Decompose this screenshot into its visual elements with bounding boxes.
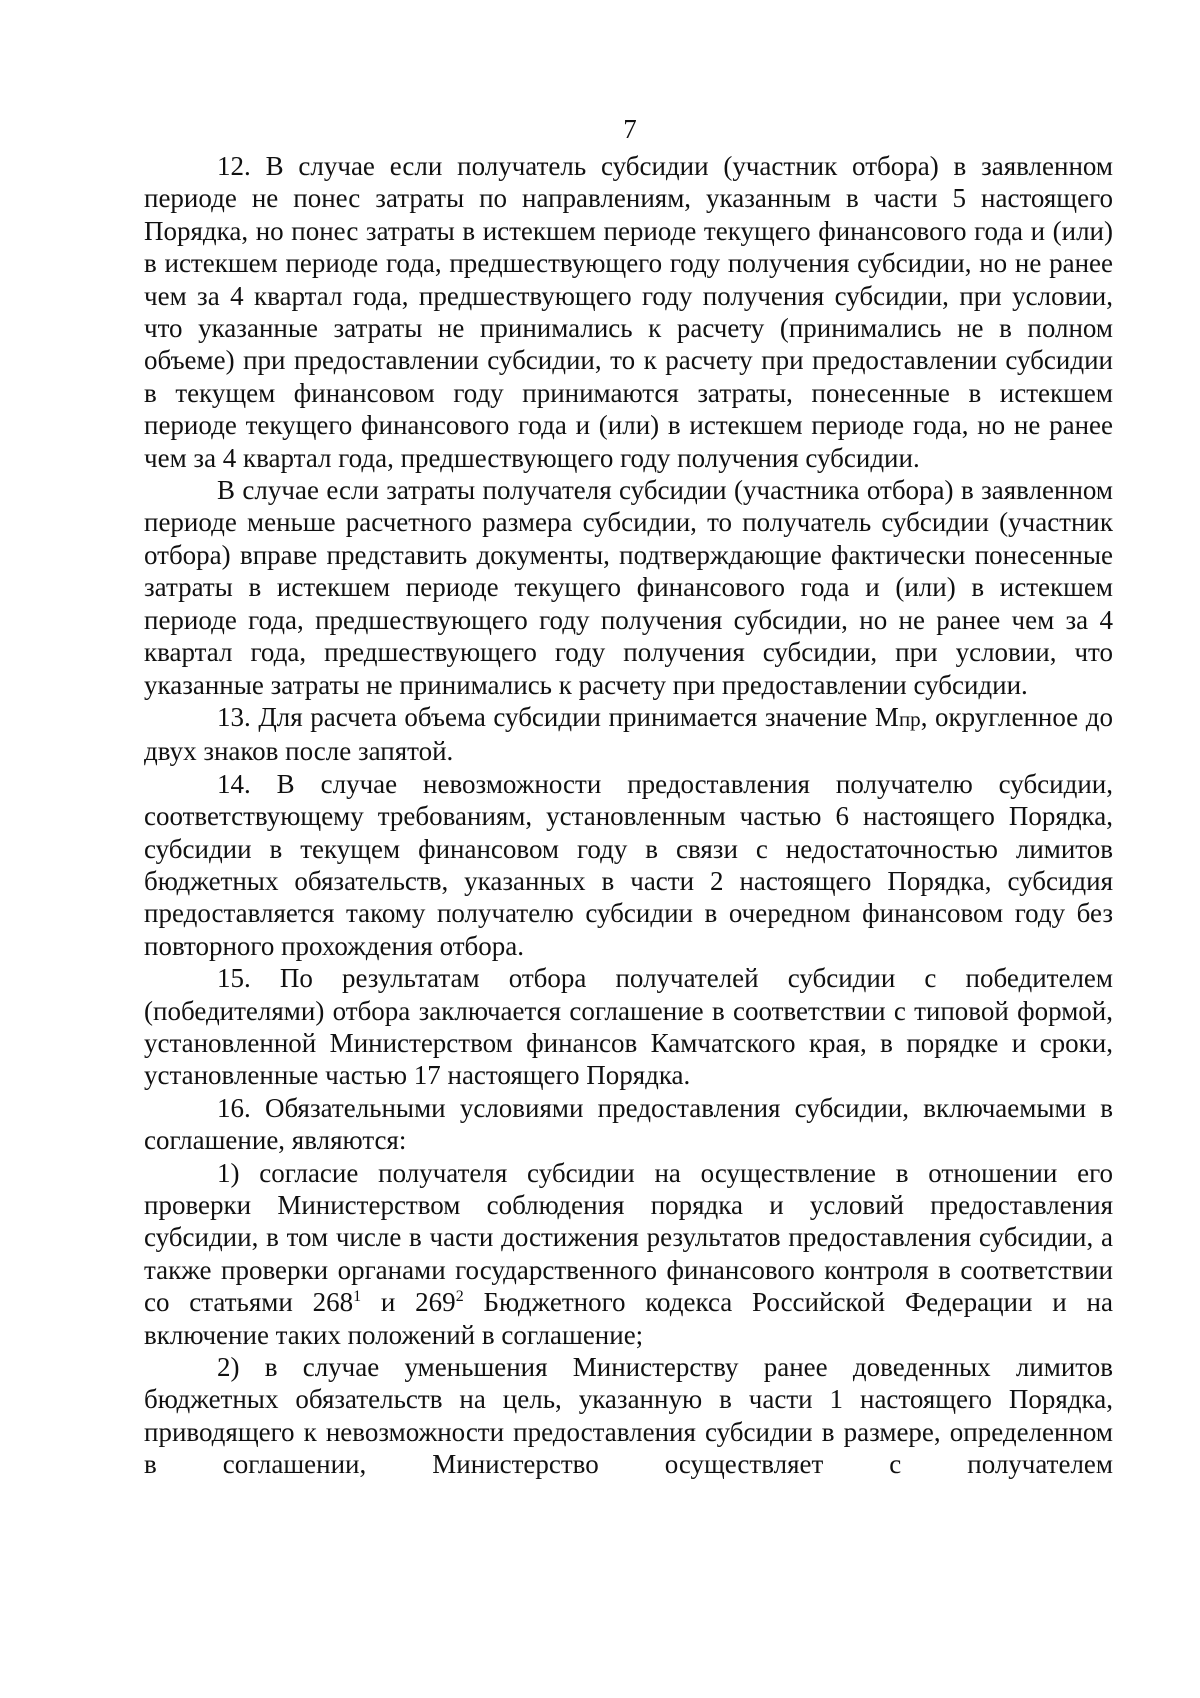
paragraph-14: 14. В случае невозможности предоставления получателю субсидии, соответствующему требованиям, установленным частью 6 настоящего Порядка, субсидии в текущем финансовом году в связи с недостаточностью лимитов бюджетных обязательств, указанных в части 2 настоящего Порядка, субсидия предоставляется такому получателю субсидии в очередном финансовом году без повторного прохождения отбора. [144, 768, 1113, 961]
document-body [144, 150, 1113, 1481]
paragraph-16: 16. Обязательными условиями предоставления субсидии, включаемыми в соглашение, являются: [144, 1092, 1113, 1156]
paragraph-13-text-start: 13. Для расчета объема субсидии принимается значение М [217, 701, 899, 732]
paragraph-13-text-end: , округленное до двух знаков после запятой. [144, 701, 1113, 767]
item-1-superscript-1: 1 [353, 1288, 362, 1306]
paragraph-12-continued: В случае если затраты получателя субсидии (участника отбора) в заявленном периоде меньше расчетного размера субсидии, то получатель субсидии (участник отбора) вправе представить документы, подтверждающие фактически понесенные затраты в истекшем периоде текущего финансового года и (или) в истекшем периоде года, предшествующего году получения субсидии, но не ранее чем за 4 квартал года, предшествующего году получения субсидии, при условии, что указанные затраты не принимались к расчету при предоставлении субсидии. [144, 475, 1113, 700]
item-1-text-middle: и 269 [361, 1287, 456, 1318]
paragraph-13 [144, 701, 1113, 768]
item-1-text-start: 1) согласие получателя субсидии на осуществление в отношении его проверки Министерством соблюдения порядка и условий предоставления субсидии, в том числе в части достижения результатов предоставления субсидии, а также проверки органами государственного финансового контроля в соответствии со статьями 268 [144, 1157, 1113, 1318]
item-1-superscript-2: 2 [455, 1288, 464, 1306]
paragraph-13-subscript: пр [898, 706, 921, 731]
paragraph-12: 12. В случае если получатель субсидии (участник отбора) в заявленном периоде не понес затраты по направлениям, указанным в части 5 настоящего Порядка, но понес затраты в истекшем периоде текущего финансового года и (или) в истекшем периоде года, предшествующего году получения субсидии, но не ранее чем за 4 квартал года, предшествующего году получения субсидии, при условии, что указанные затраты не принимались к расчету (принимались не в полном объеме) при предоставлении субсидии, то к расчету при предоставлении субсидии в текущем финансовом году принимаются затраты, понесенные в истекшем периоде текущего финансового года и (или) в истекшем периоде года, но не ранее чем за 4 квартал года, предшествующего году получения субсидии. [144, 151, 1113, 473]
paragraph-16-item-1 [144, 1157, 1113, 1351]
paragraph-15: 15. По результатам отбора получателей субсидии с победителем (победителями) отбора заключается соглашение в соответствии с типовой формой, установленной Министерством финансов Камчатского края, в порядке и сроки, установленные частью 17 настоящего Порядка. [144, 963, 1113, 1091]
paragraph-16-item-2: 2) в случае уменьшения Министерству ранее доведенных лимитов бюджетных обязательств на цель, указанную в части 1 настоящего Порядка, приводящего к невозможности предоставления субсидии в размере, определенном в соглашении, Министерство осуществляет с получателем [144, 1352, 1113, 1480]
item-1-text-end: Бюджетного кодекса Российской Федерации и на включение таких положений в соглашение; [144, 1287, 1113, 1350]
page-number: 7 [623, 114, 637, 144]
